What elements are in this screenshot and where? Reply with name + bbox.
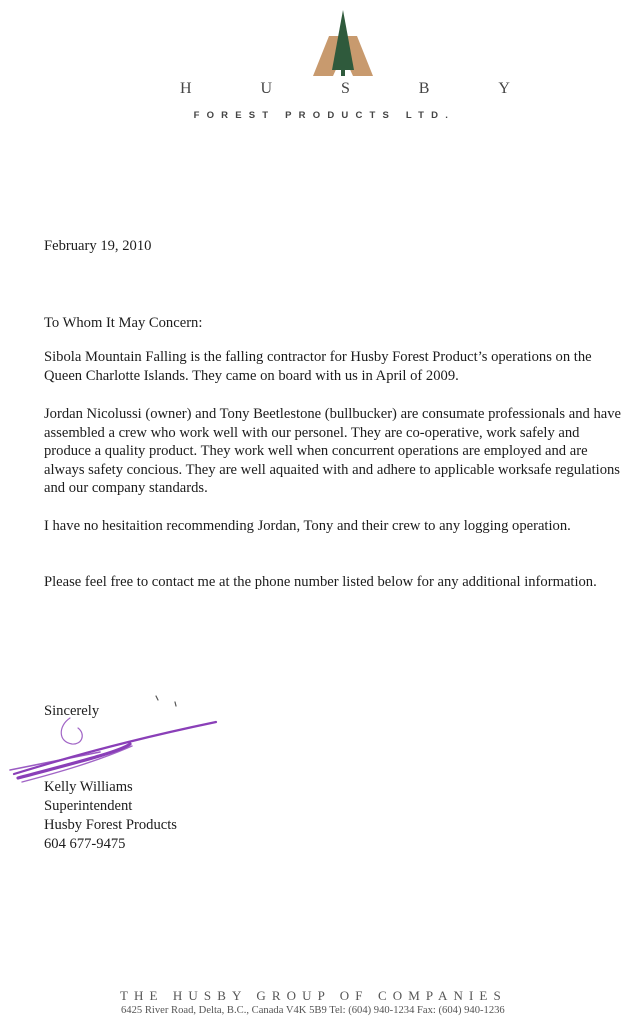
brand-subtitle-text: FOREST PRODUCTS LTD. (193, 110, 456, 121)
brand-letter: S (340, 80, 350, 97)
brand-subtitle (183, 99, 503, 132)
handwritten-signature (0, 690, 240, 790)
letter-paragraph: Jordan Nicolussi (owner) and Tony Beetlestone (bullbucker) are consumate professionals and have assembled a crew who work well with our personel. They are co-operative, work safely and produce a quality product. They work well when concurrent operations are employed and are always safety concious. They are well aquaited with and adhere to applicable worksafe regulations and our company standards. (44, 406, 622, 496)
brand-letter: Y (498, 80, 510, 97)
signer-title: Superintendent (44, 798, 133, 814)
letter-date: February 19, 2010 (44, 238, 152, 254)
letter-paragraph: I have no hesitaition recommending Jordan, Tony and their crew to any logging operation. (44, 518, 571, 534)
tree-a-logo-icon (313, 10, 373, 78)
letter-closing: Sincerely (44, 703, 100, 719)
letter-paragraph: Please feel free to contact me at the phone number listed below for any additional information. (44, 574, 597, 590)
signer-company: Husby Forest Products (44, 817, 177, 833)
footer-address: 6425 River Road, Delta, B.C., Canada V4K 5B9 Tel: (604) 940-1234 Fax: (604) 940-1236 (121, 1005, 505, 1016)
brand-letter: H (180, 80, 192, 97)
letter-salutation: To Whom It May Concern: (44, 315, 203, 331)
brand-letter: U (260, 80, 273, 97)
signer-phone: 604 677-9475 (44, 836, 126, 852)
footer-group-name: THE HUSBY GROUP OF COMPANIES (120, 988, 507, 1003)
logo-tree-trunk (341, 68, 345, 76)
letter-paragraph: Sibola Mountain Falling is the falling contractor for Husby Forest Product’s operations on the Queen Charlotte Islands. They came on board with us in April of 2009. (44, 349, 592, 384)
signer-name: Kelly Williams (44, 779, 133, 795)
brand-name (180, 80, 510, 98)
brand-letter: B (418, 80, 430, 97)
